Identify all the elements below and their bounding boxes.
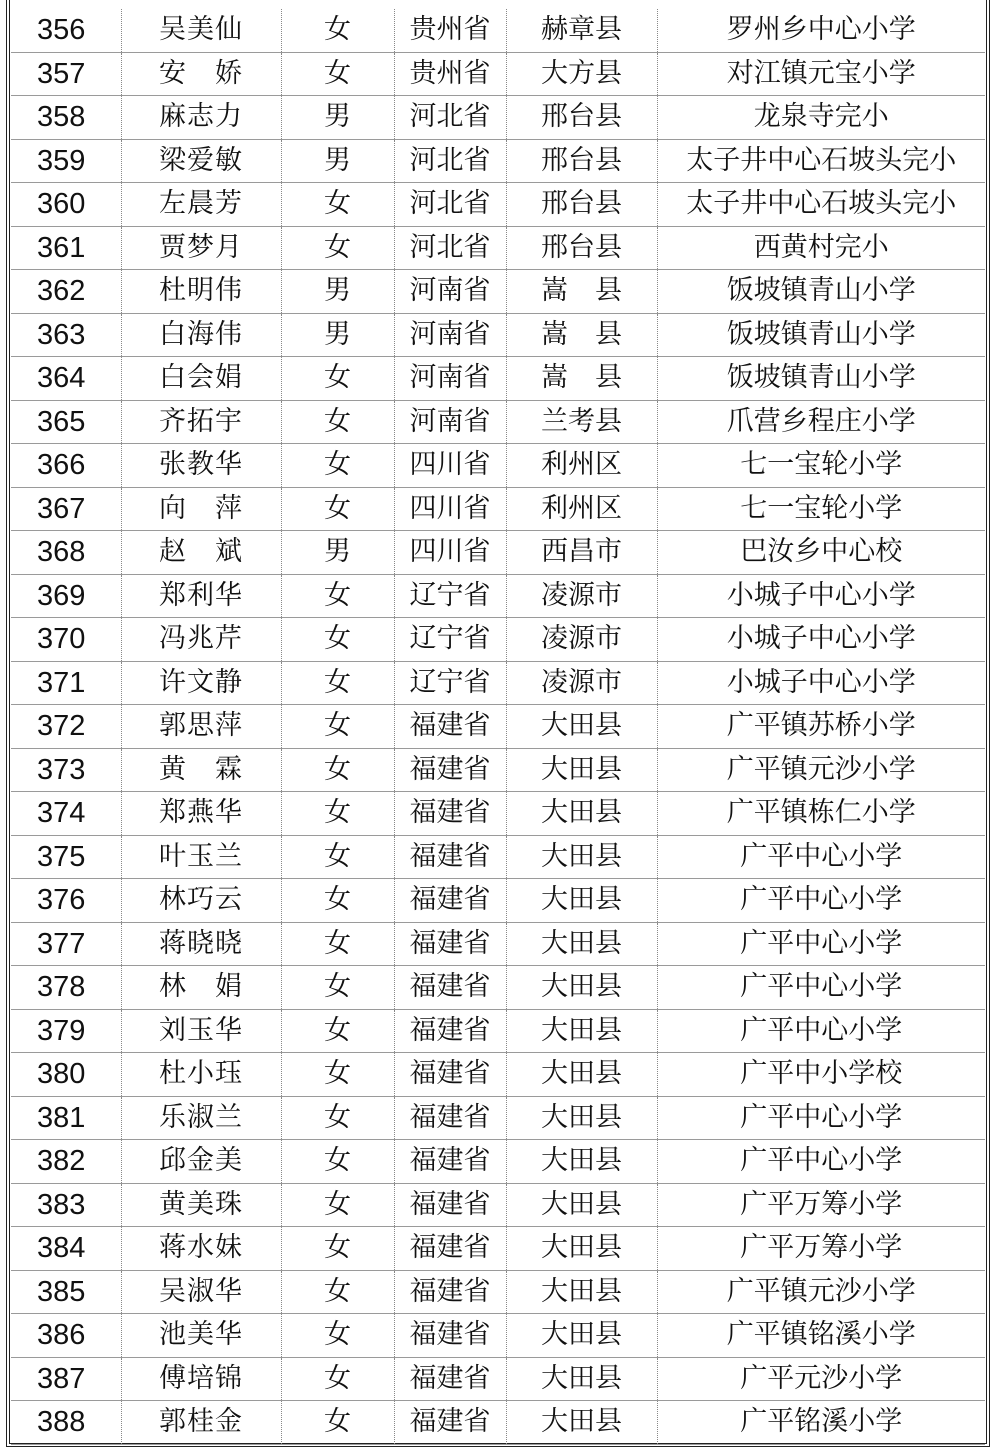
table-row: [11, 1227, 985, 1271]
cell-province: 四川省: [394, 444, 506, 488]
cell-name: 吴淑华: [121, 1270, 281, 1314]
cell-gender: 女: [281, 52, 394, 96]
cell-province: 河北省: [394, 226, 506, 270]
cell-name: 黄美珠: [121, 1183, 281, 1227]
cell-number: 361: [11, 226, 121, 270]
cell-number: 387: [11, 1357, 121, 1401]
cell-school: 广平中心小学: [657, 966, 985, 1010]
cell-province: 四川省: [394, 487, 506, 531]
cell-county: 大田县: [506, 705, 657, 749]
cell-gender: 女: [281, 879, 394, 923]
cell-name: 赵 斌: [121, 531, 281, 575]
cell-province: 贵州省: [394, 9, 506, 52]
cell-gender: 女: [281, 748, 394, 792]
cell-county: 大田县: [506, 1401, 657, 1445]
cell-gender: 女: [281, 487, 394, 531]
cell-county: 大田县: [506, 1227, 657, 1271]
cell-county: 大田县: [506, 966, 657, 1010]
cell-name: 郑利华: [121, 574, 281, 618]
cell-school: 广平铭溪小学: [657, 1401, 985, 1445]
cell-name: 蒋晓晓: [121, 922, 281, 966]
cell-school: 太子井中心石坡头完小: [657, 183, 985, 227]
cell-school: 对江镇元宝小学: [657, 52, 985, 96]
cell-school: 饭坡镇青山小学: [657, 270, 985, 314]
cell-county: 大田县: [506, 1314, 657, 1358]
cell-number: 356: [11, 9, 121, 52]
cell-number: 382: [11, 1140, 121, 1184]
cell-gender: 女: [281, 400, 394, 444]
table-row: [11, 487, 985, 531]
table-row: [11, 705, 985, 749]
cell-province: 贵州省: [394, 52, 506, 96]
cell-number: 358: [11, 96, 121, 140]
cell-number: 359: [11, 139, 121, 183]
table-row: [11, 879, 985, 923]
cell-number: 367: [11, 487, 121, 531]
cell-gender: 男: [281, 531, 394, 575]
cell-county: 嵩 县: [506, 357, 657, 401]
cell-province: 福建省: [394, 1270, 506, 1314]
table-row: [11, 96, 985, 140]
cell-number: 357: [11, 52, 121, 96]
table-row: [11, 835, 985, 879]
cell-province: 河南省: [394, 270, 506, 314]
cell-school: 小城子中心小学: [657, 661, 985, 705]
cell-school: 广平镇元沙小学: [657, 748, 985, 792]
cell-province: 福建省: [394, 879, 506, 923]
cell-gender: 男: [281, 313, 394, 357]
cell-name: 黄 霖: [121, 748, 281, 792]
table-row: [11, 1009, 985, 1053]
table-row: [11, 183, 985, 227]
cell-name: 蒋水妹: [121, 1227, 281, 1271]
cell-name: 池美华: [121, 1314, 281, 1358]
cell-province: 福建省: [394, 1183, 506, 1227]
cell-name: 麻志力: [121, 96, 281, 140]
table-row: [11, 400, 985, 444]
cell-name: 左晨芳: [121, 183, 281, 227]
cell-county: 大田县: [506, 792, 657, 836]
cell-school: 广平镇苏桥小学: [657, 705, 985, 749]
cell-gender: 女: [281, 574, 394, 618]
table-row: [11, 1096, 985, 1140]
cell-gender: 女: [281, 922, 394, 966]
cell-province: 河北省: [394, 96, 506, 140]
cell-school: 广平元沙小学: [657, 1357, 985, 1401]
cell-gender: 女: [281, 444, 394, 488]
cell-county: 邢台县: [506, 183, 657, 227]
cell-number: 362: [11, 270, 121, 314]
cell-province: 辽宁省: [394, 661, 506, 705]
table-row: [11, 139, 985, 183]
cell-province: 河南省: [394, 400, 506, 444]
cell-county: 凌源市: [506, 618, 657, 662]
cell-gender: 男: [281, 270, 394, 314]
cell-province: 河北省: [394, 139, 506, 183]
cell-province: 辽宁省: [394, 618, 506, 662]
cell-number: 384: [11, 1227, 121, 1271]
cell-gender: 女: [281, 1314, 394, 1358]
cell-gender: 男: [281, 96, 394, 140]
cell-name: 安 娇: [121, 52, 281, 96]
cell-county: 大田县: [506, 1009, 657, 1053]
cell-number: 372: [11, 705, 121, 749]
cell-name: 傅培锦: [121, 1357, 281, 1401]
cell-province: 福建省: [394, 1357, 506, 1401]
cell-name: 白海伟: [121, 313, 281, 357]
cell-gender: 女: [281, 705, 394, 749]
cell-province: 福建省: [394, 1096, 506, 1140]
cell-school: 广平中心小学: [657, 1140, 985, 1184]
table-row: [11, 9, 985, 52]
table-row: [11, 357, 985, 401]
table-row: [11, 1053, 985, 1097]
cell-gender: 女: [281, 1053, 394, 1097]
table-row: [11, 748, 985, 792]
cell-county: 凌源市: [506, 574, 657, 618]
cell-gender: 女: [281, 661, 394, 705]
cell-gender: 女: [281, 226, 394, 270]
cell-county: 大田县: [506, 1357, 657, 1401]
cell-province: 辽宁省: [394, 574, 506, 618]
cell-province: 河南省: [394, 357, 506, 401]
cell-county: 大田县: [506, 922, 657, 966]
cell-number: 365: [11, 400, 121, 444]
cell-number: 375: [11, 835, 121, 879]
cell-province: 福建省: [394, 966, 506, 1010]
cell-number: 378: [11, 966, 121, 1010]
cell-province: 福建省: [394, 1009, 506, 1053]
cell-county: 利州区: [506, 444, 657, 488]
cell-province: 福建省: [394, 1401, 506, 1445]
cell-number: 383: [11, 1183, 121, 1227]
cell-province: 福建省: [394, 705, 506, 749]
cell-gender: 女: [281, 1227, 394, 1271]
cell-gender: 女: [281, 1357, 394, 1401]
cell-name: 林 娟: [121, 966, 281, 1010]
table-row: [11, 1183, 985, 1227]
cell-county: 大田县: [506, 1183, 657, 1227]
cell-name: 向 萍: [121, 487, 281, 531]
roster-body: [11, 9, 985, 1444]
cell-gender: 女: [281, 1140, 394, 1184]
cell-school: 广平中心小学: [657, 1096, 985, 1140]
cell-school: 广平万筹小学: [657, 1183, 985, 1227]
cell-school: 龙泉寺完小: [657, 96, 985, 140]
cell-number: 368: [11, 531, 121, 575]
cell-name: 杜明伟: [121, 270, 281, 314]
cell-name: 齐拓宇: [121, 400, 281, 444]
cell-gender: 女: [281, 1401, 394, 1445]
cell-gender: 男: [281, 139, 394, 183]
table-row: [11, 792, 985, 836]
cell-number: 385: [11, 1270, 121, 1314]
cell-name: 梁爱敏: [121, 139, 281, 183]
table-row: [11, 1270, 985, 1314]
cell-gender: 女: [281, 792, 394, 836]
cell-name: 叶玉兰: [121, 835, 281, 879]
cell-school: 广平中心小学: [657, 922, 985, 966]
cell-county: 大方县: [506, 52, 657, 96]
cell-name: 郑燕华: [121, 792, 281, 836]
cell-gender: 女: [281, 618, 394, 662]
cell-name: 刘玉华: [121, 1009, 281, 1053]
cell-school: 广平中小学校: [657, 1053, 985, 1097]
cell-gender: 女: [281, 357, 394, 401]
table-row: [11, 270, 985, 314]
table-row: [11, 52, 985, 96]
cell-number: 386: [11, 1314, 121, 1358]
cell-name: 邱金美: [121, 1140, 281, 1184]
cell-number: 364: [11, 357, 121, 401]
cell-number: 369: [11, 574, 121, 618]
cell-number: 376: [11, 879, 121, 923]
cell-number: 373: [11, 748, 121, 792]
cell-school: 七一宝轮小学: [657, 444, 985, 488]
cell-province: 福建省: [394, 1140, 506, 1184]
table-row: [11, 661, 985, 705]
cell-number: 380: [11, 1053, 121, 1097]
cell-county: 嵩 县: [506, 313, 657, 357]
cell-gender: 女: [281, 835, 394, 879]
table-row: [11, 574, 985, 618]
cell-number: 370: [11, 618, 121, 662]
cell-number: 371: [11, 661, 121, 705]
cell-school: 西黄村完小: [657, 226, 985, 270]
cell-gender: 女: [281, 1009, 394, 1053]
cell-number: 363: [11, 313, 121, 357]
cell-name: 林巧云: [121, 879, 281, 923]
cell-number: 366: [11, 444, 121, 488]
cell-school: 爪营乡程庄小学: [657, 400, 985, 444]
table-row: [11, 922, 985, 966]
cell-school: 饭坡镇青山小学: [657, 357, 985, 401]
cell-county: 大田县: [506, 748, 657, 792]
table-row: [11, 966, 985, 1010]
cell-province: 福建省: [394, 748, 506, 792]
cell-gender: 女: [281, 1096, 394, 1140]
cell-county: 大田县: [506, 1096, 657, 1140]
cell-county: 邢台县: [506, 96, 657, 140]
cell-gender: 女: [281, 183, 394, 227]
table-row: [11, 1401, 985, 1445]
cell-county: 大田县: [506, 1270, 657, 1314]
table-row: [11, 1357, 985, 1401]
cell-school: 饭坡镇青山小学: [657, 313, 985, 357]
cell-county: 大田县: [506, 879, 657, 923]
cell-county: 邢台县: [506, 226, 657, 270]
cell-school: 巴汝乡中心校: [657, 531, 985, 575]
cell-number: 381: [11, 1096, 121, 1140]
cell-name: 乐淑兰: [121, 1096, 281, 1140]
cell-name: 郭思萍: [121, 705, 281, 749]
cell-name: 吴美仙: [121, 9, 281, 52]
cell-county: 大田县: [506, 1053, 657, 1097]
cell-school: 广平中心小学: [657, 835, 985, 879]
table-row: [11, 618, 985, 662]
cell-number: 360: [11, 183, 121, 227]
cell-county: 大田县: [506, 1140, 657, 1184]
cell-gender: 女: [281, 1183, 394, 1227]
cell-gender: 女: [281, 9, 394, 52]
table-row: [11, 1314, 985, 1358]
cell-province: 福建省: [394, 922, 506, 966]
cell-province: 福建省: [394, 1227, 506, 1271]
roster-table: [11, 9, 985, 1445]
cell-school: 七一宝轮小学: [657, 487, 985, 531]
cell-county: 嵩 县: [506, 270, 657, 314]
cell-number: 377: [11, 922, 121, 966]
cell-province: 河北省: [394, 183, 506, 227]
cell-province: 福建省: [394, 1314, 506, 1358]
table-row: [11, 531, 985, 575]
cell-school: 罗州乡中心小学: [657, 9, 985, 52]
table-row: [11, 1140, 985, 1184]
cell-province: 福建省: [394, 835, 506, 879]
cell-name: 郭桂金: [121, 1401, 281, 1445]
cell-name: 冯兆芹: [121, 618, 281, 662]
cell-number: 388: [11, 1401, 121, 1445]
cell-name: 张教华: [121, 444, 281, 488]
table-row: [11, 226, 985, 270]
cell-county: 大田县: [506, 835, 657, 879]
cell-school: 广平中心小学: [657, 1009, 985, 1053]
cell-name: 许文静: [121, 661, 281, 705]
cell-school: 小城子中心小学: [657, 574, 985, 618]
cell-school: 小城子中心小学: [657, 618, 985, 662]
cell-province: 福建省: [394, 792, 506, 836]
cell-county: 赫章县: [506, 9, 657, 52]
table-row: [11, 313, 985, 357]
cell-county: 邢台县: [506, 139, 657, 183]
cell-school: 广平万筹小学: [657, 1227, 985, 1271]
cell-province: 四川省: [394, 531, 506, 575]
cell-number: 374: [11, 792, 121, 836]
cell-school: 太子井中心石坡头完小: [657, 139, 985, 183]
cell-name: 杜小珏: [121, 1053, 281, 1097]
cell-name: 白会娟: [121, 357, 281, 401]
cell-school: 广平中心小学: [657, 879, 985, 923]
cell-county: 利州区: [506, 487, 657, 531]
cell-name: 贾梦月: [121, 226, 281, 270]
cell-school: 广平镇栋仁小学: [657, 792, 985, 836]
cell-county: 兰考县: [506, 400, 657, 444]
cell-school: 广平镇元沙小学: [657, 1270, 985, 1314]
cell-province: 河南省: [394, 313, 506, 357]
cell-county: 凌源市: [506, 661, 657, 705]
cell-school: 广平镇铭溪小学: [657, 1314, 985, 1358]
table-row: [11, 444, 985, 488]
cell-gender: 女: [281, 966, 394, 1010]
cell-county: 西昌市: [506, 531, 657, 575]
cell-number: 379: [11, 1009, 121, 1053]
cell-gender: 女: [281, 1270, 394, 1314]
cell-province: 福建省: [394, 1053, 506, 1097]
